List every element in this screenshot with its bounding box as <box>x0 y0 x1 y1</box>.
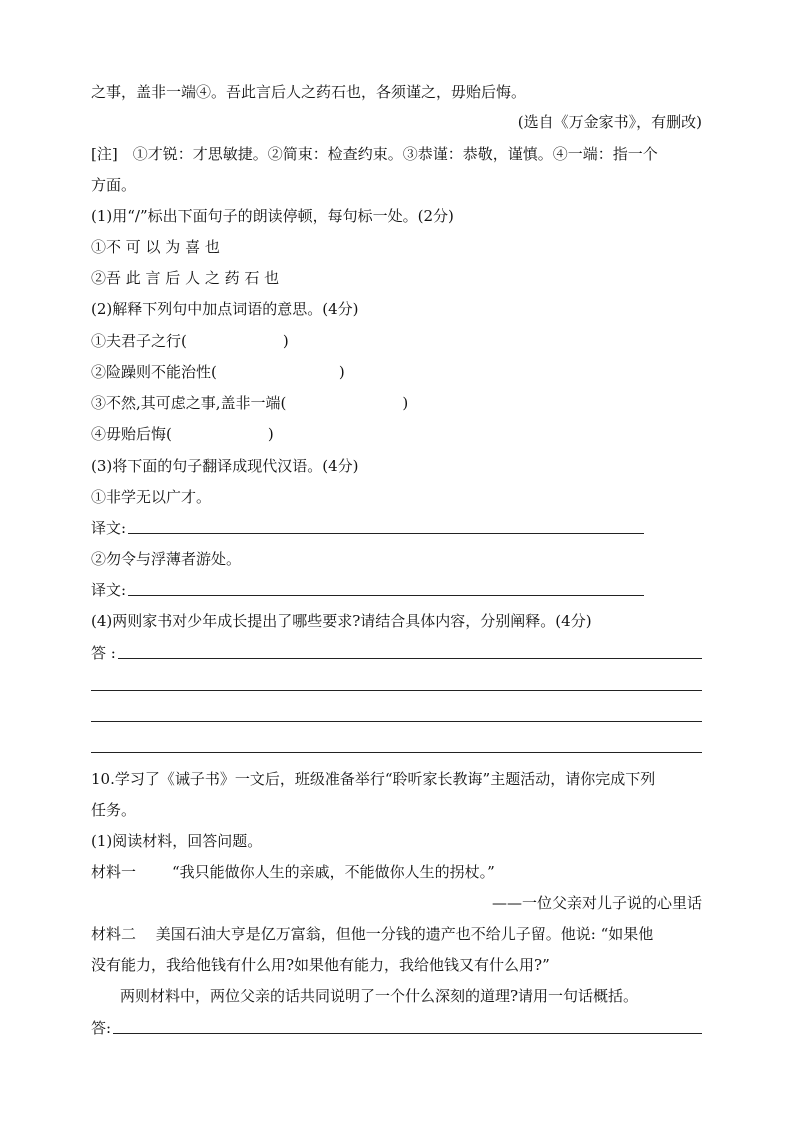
q9-answer-row <box>91 641 702 665</box>
q10-answer-row <box>91 1016 702 1040</box>
close-paren: ) <box>402 394 409 412</box>
q10-question: 两则材料中，两位父亲的话共同说明了一个什么深刻的道理?请用一句话概括。 <box>120 987 639 1005</box>
answer-line[interactable] <box>91 721 702 722</box>
passage-line: 之事，盖非一端④。吾此言后人之药石也，各须谨之，毋贻后悔。 <box>91 83 527 101</box>
answer-label: 答 : <box>91 644 116 662</box>
passage-source: (选自《万金家书》，有删改) <box>517 113 702 131</box>
q9-part2-prompt: (2)解释下列句中加点词语的意思。(4分) <box>91 300 359 318</box>
material-1-source: ——一位父亲对儿子说的心里话 <box>491 894 702 912</box>
material-1 <box>91 860 495 884</box>
item-text: ③不然,其可虑之事,盖非一端( <box>91 394 287 412</box>
q9-part1-sentence-1[interactable]: ①不 可 以 为 喜 也 <box>91 238 220 256</box>
q9-part3-sentence-1: ①非学无以广才。 <box>91 488 212 506</box>
answer-line[interactable] <box>118 641 702 659</box>
q9-part1-prompt: (1)用“/”标出下面句子的朗读停顿，每句标一处。(2分) <box>91 207 454 225</box>
q9-part4-prompt: (4)两则家书对少年成长提出了哪些要求?请结合具体内容，分别阐释。(4分) <box>91 612 592 630</box>
item-text: ④毋贻后悔( <box>91 425 172 443</box>
material-2: 材料二 美国石油大亨是亿万富翁，但他一分钱的遗产也不给儿子留。他说: “如果他 <box>91 925 654 943</box>
q10-intro-continued: 任务。 <box>91 801 137 819</box>
material-1-label: 材料一 <box>91 863 137 881</box>
q9-part1-sentence-2[interactable]: ②吾 此 言 后 人 之 药 石 也 <box>91 269 280 287</box>
q10-part1-prompt: (1)阅读材料，回答问题。 <box>91 832 263 850</box>
translation-row-1 <box>91 516 644 540</box>
translation-answer-line[interactable] <box>128 578 644 596</box>
q9-part2-item-1 <box>91 329 289 353</box>
q9-part2-item-2 <box>91 360 345 384</box>
material-1-quote: “我只能做你人生的亲戚，不能做你人生的拐杖。” <box>172 863 495 881</box>
annotation-note: [注] ①才锐：才思敏捷。②简束：检查约束。③恭谨：恭敬，谨慎。④一端：指一个 <box>91 145 658 163</box>
q9-part2-item-3 <box>91 391 408 415</box>
translation-row-2 <box>91 578 644 602</box>
translation-label: 译文: <box>91 519 127 537</box>
answer-line[interactable] <box>91 690 702 691</box>
close-paren: ) <box>282 332 289 350</box>
translation-label: 译文: <box>91 581 127 599</box>
answer-label: 答: <box>91 1019 112 1037</box>
translation-answer-line[interactable] <box>128 516 644 534</box>
q9-part3-sentence-2: ②勿令与浮薄者游处。 <box>91 550 242 568</box>
q10-intro: 10.学习了《诫子书》一文后，班级准备举行“聆听家长教诲”主题活动，请你完成下列 <box>91 770 656 788</box>
q9-part3-prompt: (3)将下面的句子翻译成现代汉语。(4分) <box>91 457 359 475</box>
answer-line[interactable] <box>113 1016 702 1034</box>
item-text: ②险躁则不能治性( <box>91 363 217 381</box>
q9-part2-item-4 <box>91 422 274 446</box>
material-2-continued: 没有能力，我给他钱有什么用?如果他有能力，我给他钱又有什么用?” <box>91 956 550 974</box>
close-paren: ) <box>338 363 345 381</box>
annotation-note-continued: 方面。 <box>91 176 137 194</box>
item-text: ①夫君子之行( <box>91 332 187 350</box>
answer-line[interactable] <box>91 752 702 753</box>
close-paren: ) <box>267 425 274 443</box>
